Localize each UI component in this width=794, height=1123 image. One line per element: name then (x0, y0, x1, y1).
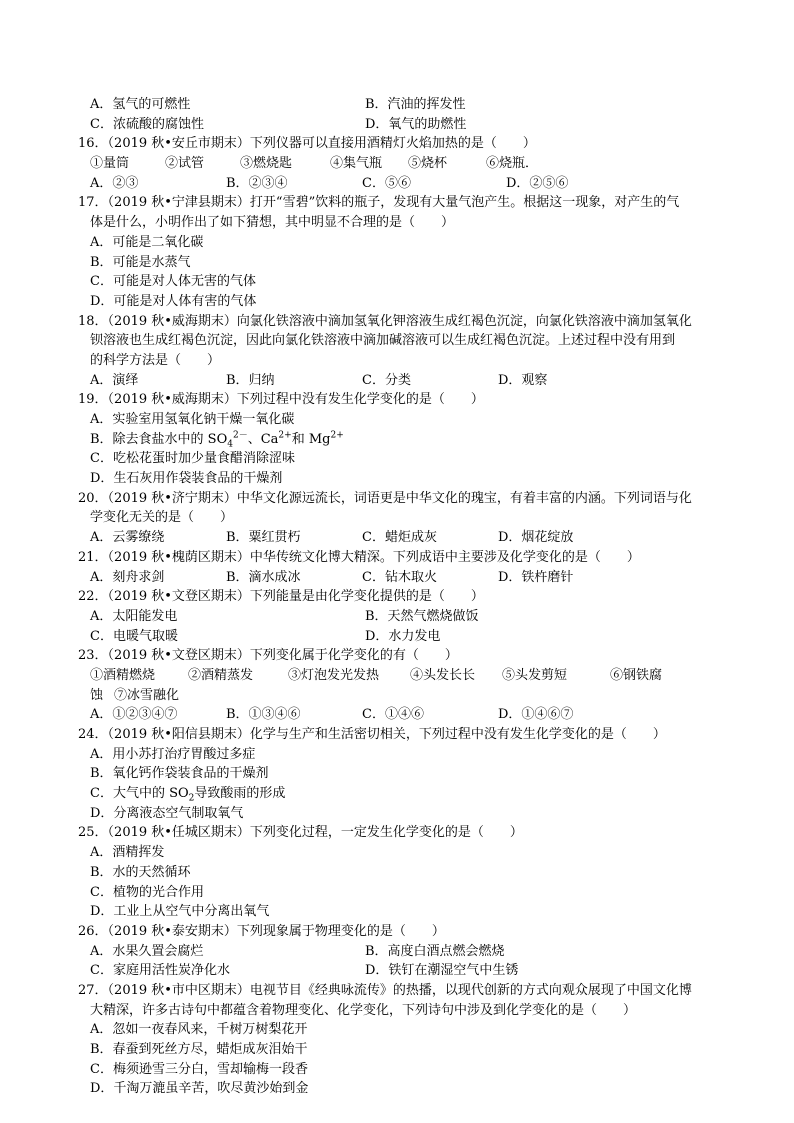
q22-stem: 22．（2019 秋•文登区期末）下列能量是由化学变化提供的是（ ） (78, 589, 484, 605)
q25-option-a: A．酒精挥发 (90, 845, 165, 861)
q23-items-cont (78, 686, 718, 706)
q24-option-d: D．分离液态空气制取氧气 (90, 805, 244, 821)
q19-option-b-text: B．除去食盐水中的 SO (90, 431, 228, 447)
q27-stem-line1: 27．（2019 秋•市中区期末）电视节目《经典咏流传》的热播，以现代创新的方式向观众展现了中国文化博 (78, 982, 692, 998)
q16-option-b: B．②③④ (226, 175, 288, 191)
q24-option-c-text: C．大气中的 SO (90, 786, 189, 802)
q19-option-d: D．生石灰用作袋装食品的干燥剂 (90, 471, 283, 487)
q21-option-d: D．铁杵磨针 (498, 569, 574, 585)
q23-item: ①酒精燃烧 (90, 667, 156, 683)
q16-option-a: A．②③ (90, 175, 139, 191)
q21-option-b: B．滴水成冰 (226, 569, 301, 585)
q15-option-b: B．汽油的挥发性 (365, 97, 466, 112)
question-list (78, 95, 718, 1099)
q23-item: ②酒精蒸发 (188, 667, 254, 683)
q27-stem-line2: 大精深，许多古诗句中都蕴含着物理变化、化学变化，下列诗句中涉及到化学变化的是（ ） (90, 1002, 637, 1018)
q19-option-a: A．实验室用氢氧化钠干燥一氧化碳 (90, 412, 295, 427)
q22-option-a: A．太阳能发电 (90, 608, 178, 624)
q22-option-d: D．水力发电 (365, 628, 441, 644)
q25-option-c: C．植物的光合作用 (90, 884, 204, 900)
q24-option-b: B．氧化钙作袋装食品的干燥剂 (90, 766, 269, 782)
q18-options (78, 371, 718, 391)
q22-option-b: B．天然气燃烧做饭 (365, 608, 479, 624)
q16-item: ⑤烧杯 (408, 156, 448, 172)
q23-item: ④头发长长 (410, 667, 476, 683)
q17-option-c: C．可能是对人体无害的气体 (90, 274, 256, 290)
q20-option-d: D．烟花绽放 (498, 530, 574, 546)
q18-stem-line2: 钡溶液也生成红褐色沉淀，因此向氯化铁溶液中滴加碱溶液可以生成红褐色沉淀。上述过程中没有用到 (90, 333, 676, 349)
q21-option-c: C．钻木取火 (362, 569, 437, 585)
q23-item: 蚀 (90, 687, 104, 703)
q25-stem: 25．（2019 秋•任城区期末）下列变化过程，一定发生化学变化的是（ ） (78, 825, 523, 841)
q22-option-c: C．电暖气取暖 (90, 628, 178, 644)
q26-option-a: A．水果久置会腐烂 (90, 943, 204, 959)
q26-options-row1 (78, 942, 718, 962)
q23-item: ⑤头发剪短 (502, 667, 568, 683)
q25-option-b: B．水的天然循环 (90, 864, 191, 880)
q18-option-d: D．观察 (498, 372, 548, 388)
q19-stem: 19．（2019 秋•威海期末）下列过程中没有发生化学变化的是（ ） (78, 392, 484, 408)
q23-stem: 23．（2019 秋•文登区期末）下列变化属于化学变化的有（ ） (78, 648, 458, 664)
q20-option-c: C．蜡炬成灰 (362, 530, 437, 546)
q15-option-c: C．浓硫酸的腐蚀性 (90, 116, 204, 132)
q27-option-c: C．梅须逊雪三分白，雪却输梅一段香 (90, 1061, 308, 1077)
q16-item: ④集气瓶 (330, 156, 383, 172)
q15-options-row2 (78, 115, 718, 135)
q24-option-a: A．用小苏打治疗胃酸过多症 (90, 746, 256, 762)
q23-option-d: D．①④⑥⑦ (498, 707, 574, 723)
q17-stem-line1: 17．（2019 秋•宁津县期末）打开“雪碧”饮料的瓶子，发现有大量气泡产生。根据这一现象，对产生的气 (78, 195, 680, 211)
q21-stem: 21．（2019 秋•槐荫区期末）中华传统文化博大精深。下列成语中主要涉及化学变化的是（ ） (78, 549, 640, 565)
q20-option-b: B．粟红贯朽 (226, 530, 301, 546)
q19-option-b-text: 、Ca (247, 431, 279, 447)
q26-stem: 26．（2019 秋•泰安期末）下列现象属于物理变化的是（ ） (78, 923, 445, 939)
q17-option-d: D．可能是对人体有害的气体 (90, 293, 257, 309)
q23-item: ③灯泡发光发热 (288, 667, 380, 683)
q19-sup: 2+ (330, 430, 344, 441)
q22-options-row2 (78, 627, 718, 647)
q15-option-d: D．氧气的助燃性 (365, 116, 467, 132)
q15-options-row1 (78, 95, 718, 115)
q18-option-c: C．分类 (362, 372, 411, 388)
q17-stem-line2: 体是什么，小明作出了如下猜想，其中明显不合理的是（ ） (90, 215, 455, 231)
q22-options-row1 (78, 607, 718, 627)
q23-item: ⑥钢铁腐 (610, 667, 663, 683)
q18-stem-line3: 的科学方法是（ ） (90, 352, 221, 368)
q16-item: ②试管 (165, 156, 205, 172)
q20-stem-line1: 20．（2019 秋•济宁期末）中华文化源远流长，词语更是中华文化的瑰宝，有着丰富的内涵。下列词语与化 (78, 490, 692, 506)
q24-option-c (78, 784, 718, 804)
q27-option-a: A．忽如一夜春风来，千树万树梨花开 (90, 1022, 308, 1038)
q16-option-c: C．⑤⑥ (362, 175, 411, 191)
q27-option-d: D．千淘万漉虽辛苦，吹尽黄沙始到金 (90, 1081, 309, 1097)
q24-option-c-text: 导致酸雨的形成 (194, 786, 286, 802)
q26-options-row2 (78, 961, 718, 981)
q19-sup: 2+ (278, 430, 292, 441)
q26-option-d: D．铁钉在潮湿空气中生锈 (365, 963, 519, 979)
q16-item: ⑥烧瓶． (486, 156, 539, 172)
q16-items (78, 154, 718, 174)
q19-sup: 2－ (232, 430, 248, 441)
q20-options (78, 528, 718, 548)
q26-option-b: B．高度白酒点燃会燃烧 (365, 943, 505, 959)
q27-option-b: B．春蚕到死丝方尽，蜡炬成灰泪始干 (90, 1042, 308, 1057)
q23-item: ⑦冰雪融化 (114, 687, 180, 703)
q23-option-a: A．①②③④⑦ (90, 707, 178, 723)
q19-option-c: C．吃松花蛋时加少量食醋消除涩味 (90, 451, 295, 467)
q19-sub: 4 (227, 439, 233, 450)
q17-option-b: B．可能是水蒸气 (90, 254, 191, 270)
q16-item: ③燃烧匙 (240, 156, 293, 172)
q23-options (78, 705, 718, 725)
q16-option-d: D．②⑤⑥ (506, 175, 569, 191)
q21-options (78, 568, 718, 588)
q24-stem: 24．（2019 秋•阳信县期末）化学与生产和生活密切相关，下列过程中没有发生化学变化的是（ ） (78, 727, 666, 742)
q16-item: ①量筒 (90, 156, 130, 172)
q18-option-b: B．归纳 (226, 372, 275, 388)
q26-option-c: C．家庭用活性炭净化水 (90, 963, 230, 979)
q25-option-d: D．工业上从空气中分离出氧气 (90, 904, 270, 920)
q23-option-b: B．①③④⑥ (226, 707, 301, 723)
q24-sub: 2 (188, 793, 195, 804)
q19-option-b (78, 430, 718, 450)
q17-option-a: A．可能是二氧化碳 (90, 234, 204, 250)
q20-option-a: A．云雾缭绕 (90, 530, 165, 546)
q20-stem-line2: 学变化无关的是（ ） (90, 510, 234, 526)
q21-option-a: A．刻舟求剑 (90, 569, 165, 585)
q15-option-a: A．氢气的可燃性 (90, 97, 191, 112)
q19-option-b-text: 和 Mg (291, 431, 331, 447)
q18-option-a: A．演绎 (90, 372, 139, 388)
q16-options (78, 174, 718, 194)
q23-items (78, 666, 718, 686)
q18-stem-line1: 18．（2019 秋•威海期末）向氯化铁溶液中滴加氢氧化钾溶液生成红褐色沉淀，向氯化铁溶液中滴加氢氧化 (78, 313, 692, 329)
q23-option-c: C．①④⑥ (362, 707, 424, 723)
q16-stem: 16．（2019 秋•安丘市期末）下列仪器可以直接用酒精灯火焰加热的是（ ） (78, 136, 536, 152)
